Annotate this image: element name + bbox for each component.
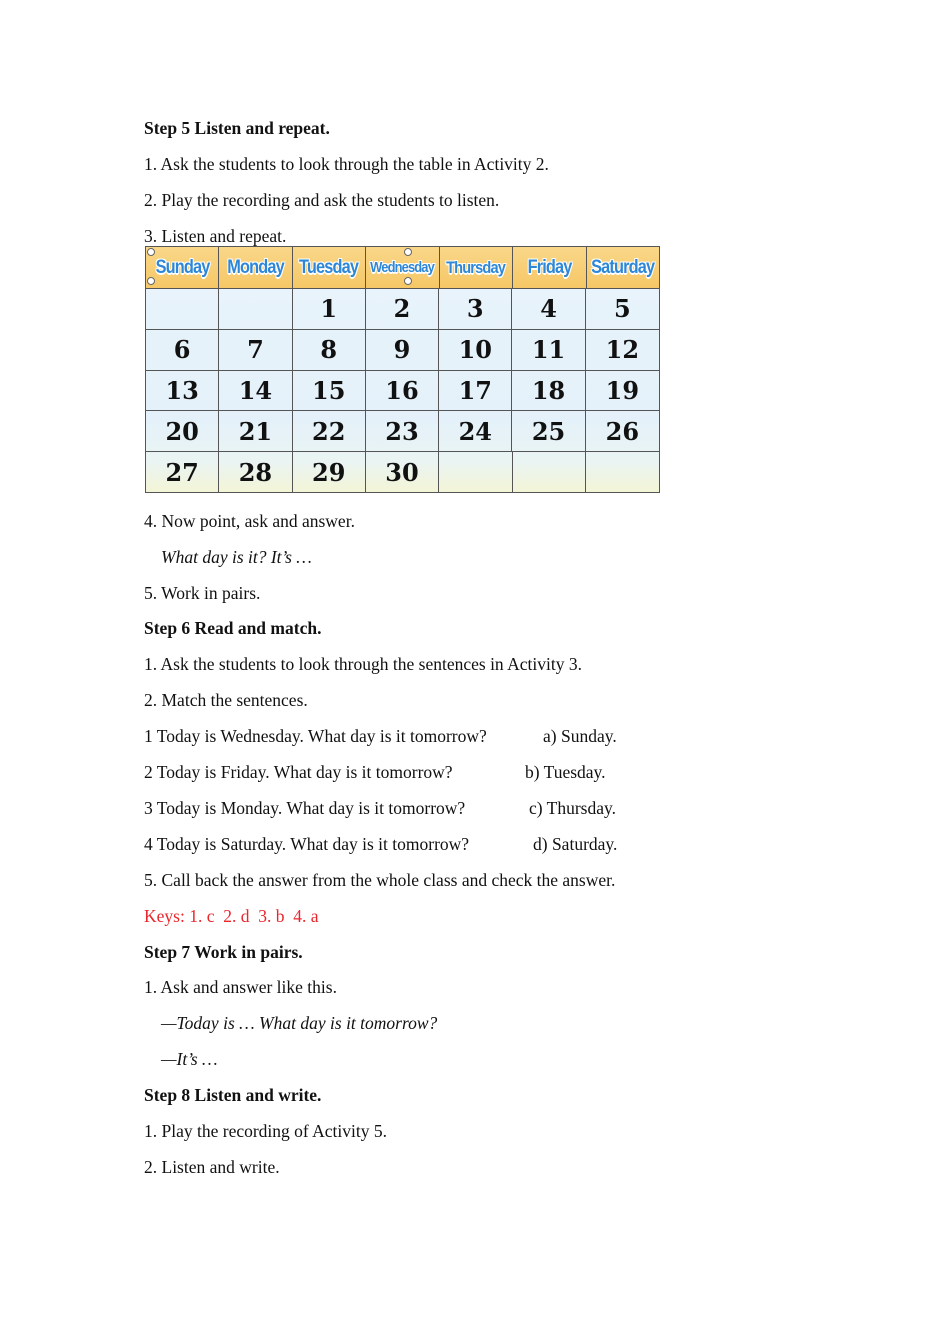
step7-example-1: —Today is … What day is it tomorrow? (161, 1013, 438, 1033)
date-cell: 5 (586, 288, 659, 329)
day-header: Wednesday (370, 259, 435, 276)
date-cell (146, 288, 219, 329)
selection-handle[interactable] (404, 248, 412, 256)
calendar-grid (146, 288, 659, 492)
step8-item-1: 1. Play the recording of Activity 5. (144, 1121, 388, 1141)
date-cell: 2 (366, 288, 439, 329)
step5-item-1: 1. Ask the students to look through the table in Activity 2. (144, 154, 549, 174)
step8-title: Step 8 Listen and write. (144, 1085, 322, 1105)
step5-example: What day is it? It’s … (161, 547, 312, 567)
day-header: Thursday (446, 257, 506, 277)
date-cell (219, 288, 292, 329)
day-header: Saturday (590, 256, 654, 278)
date-cell: 19 (586, 370, 659, 411)
step8-item-2: 2. Listen and write. (144, 1157, 280, 1177)
date-cell: 15 (293, 370, 366, 411)
match-answer-c: c) Thursday. (529, 798, 616, 818)
date-cell: 13 (146, 370, 219, 411)
day-header: Tuesday (299, 256, 359, 278)
match-answer-d: d) Saturday. (533, 834, 618, 854)
date-cell: 8 (293, 329, 366, 370)
match-question-3: 3 Today is Monday. What day is it tomorrow? (144, 798, 466, 818)
date-cell: 7 (219, 329, 292, 370)
date-cell: 28 (219, 451, 292, 492)
date-cell: 3 (439, 288, 512, 329)
match-question-1: 1 Today is Wednesday. What day is it tomorrow? (144, 726, 487, 746)
date-cell: 25 (512, 410, 585, 451)
date-cell: 14 (219, 370, 292, 411)
day-header: Monday (227, 256, 284, 278)
date-cell: 21 (219, 410, 292, 451)
step7-title: Step 7 Work in pairs. (144, 942, 303, 962)
step5-item-5: 5. Work in pairs. (144, 583, 261, 603)
date-cell: 11 (512, 329, 585, 370)
date-cell: 29 (293, 451, 366, 492)
date-cell: 20 (146, 410, 219, 451)
step7-item-1: 1. Ask and answer like this. (144, 977, 337, 997)
date-cell: 12 (586, 329, 659, 370)
match-question-2: 2 Today is Friday. What day is it tomorrow? (144, 762, 453, 782)
selection-handle[interactable] (147, 277, 155, 285)
step5-title: Step 5 Listen and repeat. (144, 118, 330, 138)
step6-item-1: 1. Ask the students to look through the sentences in Activity 3. (144, 654, 582, 674)
match-question-4: 4 Today is Saturday. What day is it tomorrow? (144, 834, 470, 854)
date-cell: 23 (366, 410, 439, 451)
date-cell: 22 (293, 410, 366, 451)
calendar-header-row (146, 247, 659, 288)
date-cell: 17 (439, 370, 512, 411)
date-cell: 24 (439, 410, 512, 451)
date-cell: 27 (146, 451, 219, 492)
step6-title: Step 6 Read and match. (144, 618, 322, 638)
step5-item-2: 2. Play the recording and ask the students to listen. (144, 190, 500, 210)
step6-item-2: 2. Match the sentences. (144, 690, 308, 710)
selection-handle[interactable] (147, 248, 155, 256)
date-cell: 10 (439, 329, 512, 370)
date-cell (512, 451, 585, 492)
match-answer-b: b) Tuesday. (525, 762, 606, 782)
date-cell: 26 (586, 410, 659, 451)
date-cell: 6 (146, 329, 219, 370)
step6-item-5: 5. Call back the answer from the whole class and check the answer. (144, 870, 616, 890)
day-header: Sunday (155, 256, 210, 278)
date-cell: 18 (512, 370, 585, 411)
answer-keys: Keys: 1. c 2. d 3. b 4. a (144, 906, 319, 926)
step7-example-2: —It’s … (161, 1049, 218, 1069)
date-cell: 4 (512, 288, 585, 329)
date-cell: 30 (366, 451, 439, 492)
date-cell: 1 (293, 288, 366, 329)
date-cell (586, 451, 659, 492)
date-cell: 9 (366, 329, 439, 370)
day-header: Friday (527, 256, 572, 278)
selection-handle[interactable] (404, 277, 412, 285)
date-cell: 16 (366, 370, 439, 411)
date-cell (439, 451, 512, 492)
calendar-table (145, 246, 660, 493)
step5-item-3: 3. Listen and repeat. (144, 226, 287, 246)
step5-item-4: 4. Now point, ask and answer. (144, 511, 355, 531)
match-answer-a: a) Sunday. (543, 726, 617, 746)
